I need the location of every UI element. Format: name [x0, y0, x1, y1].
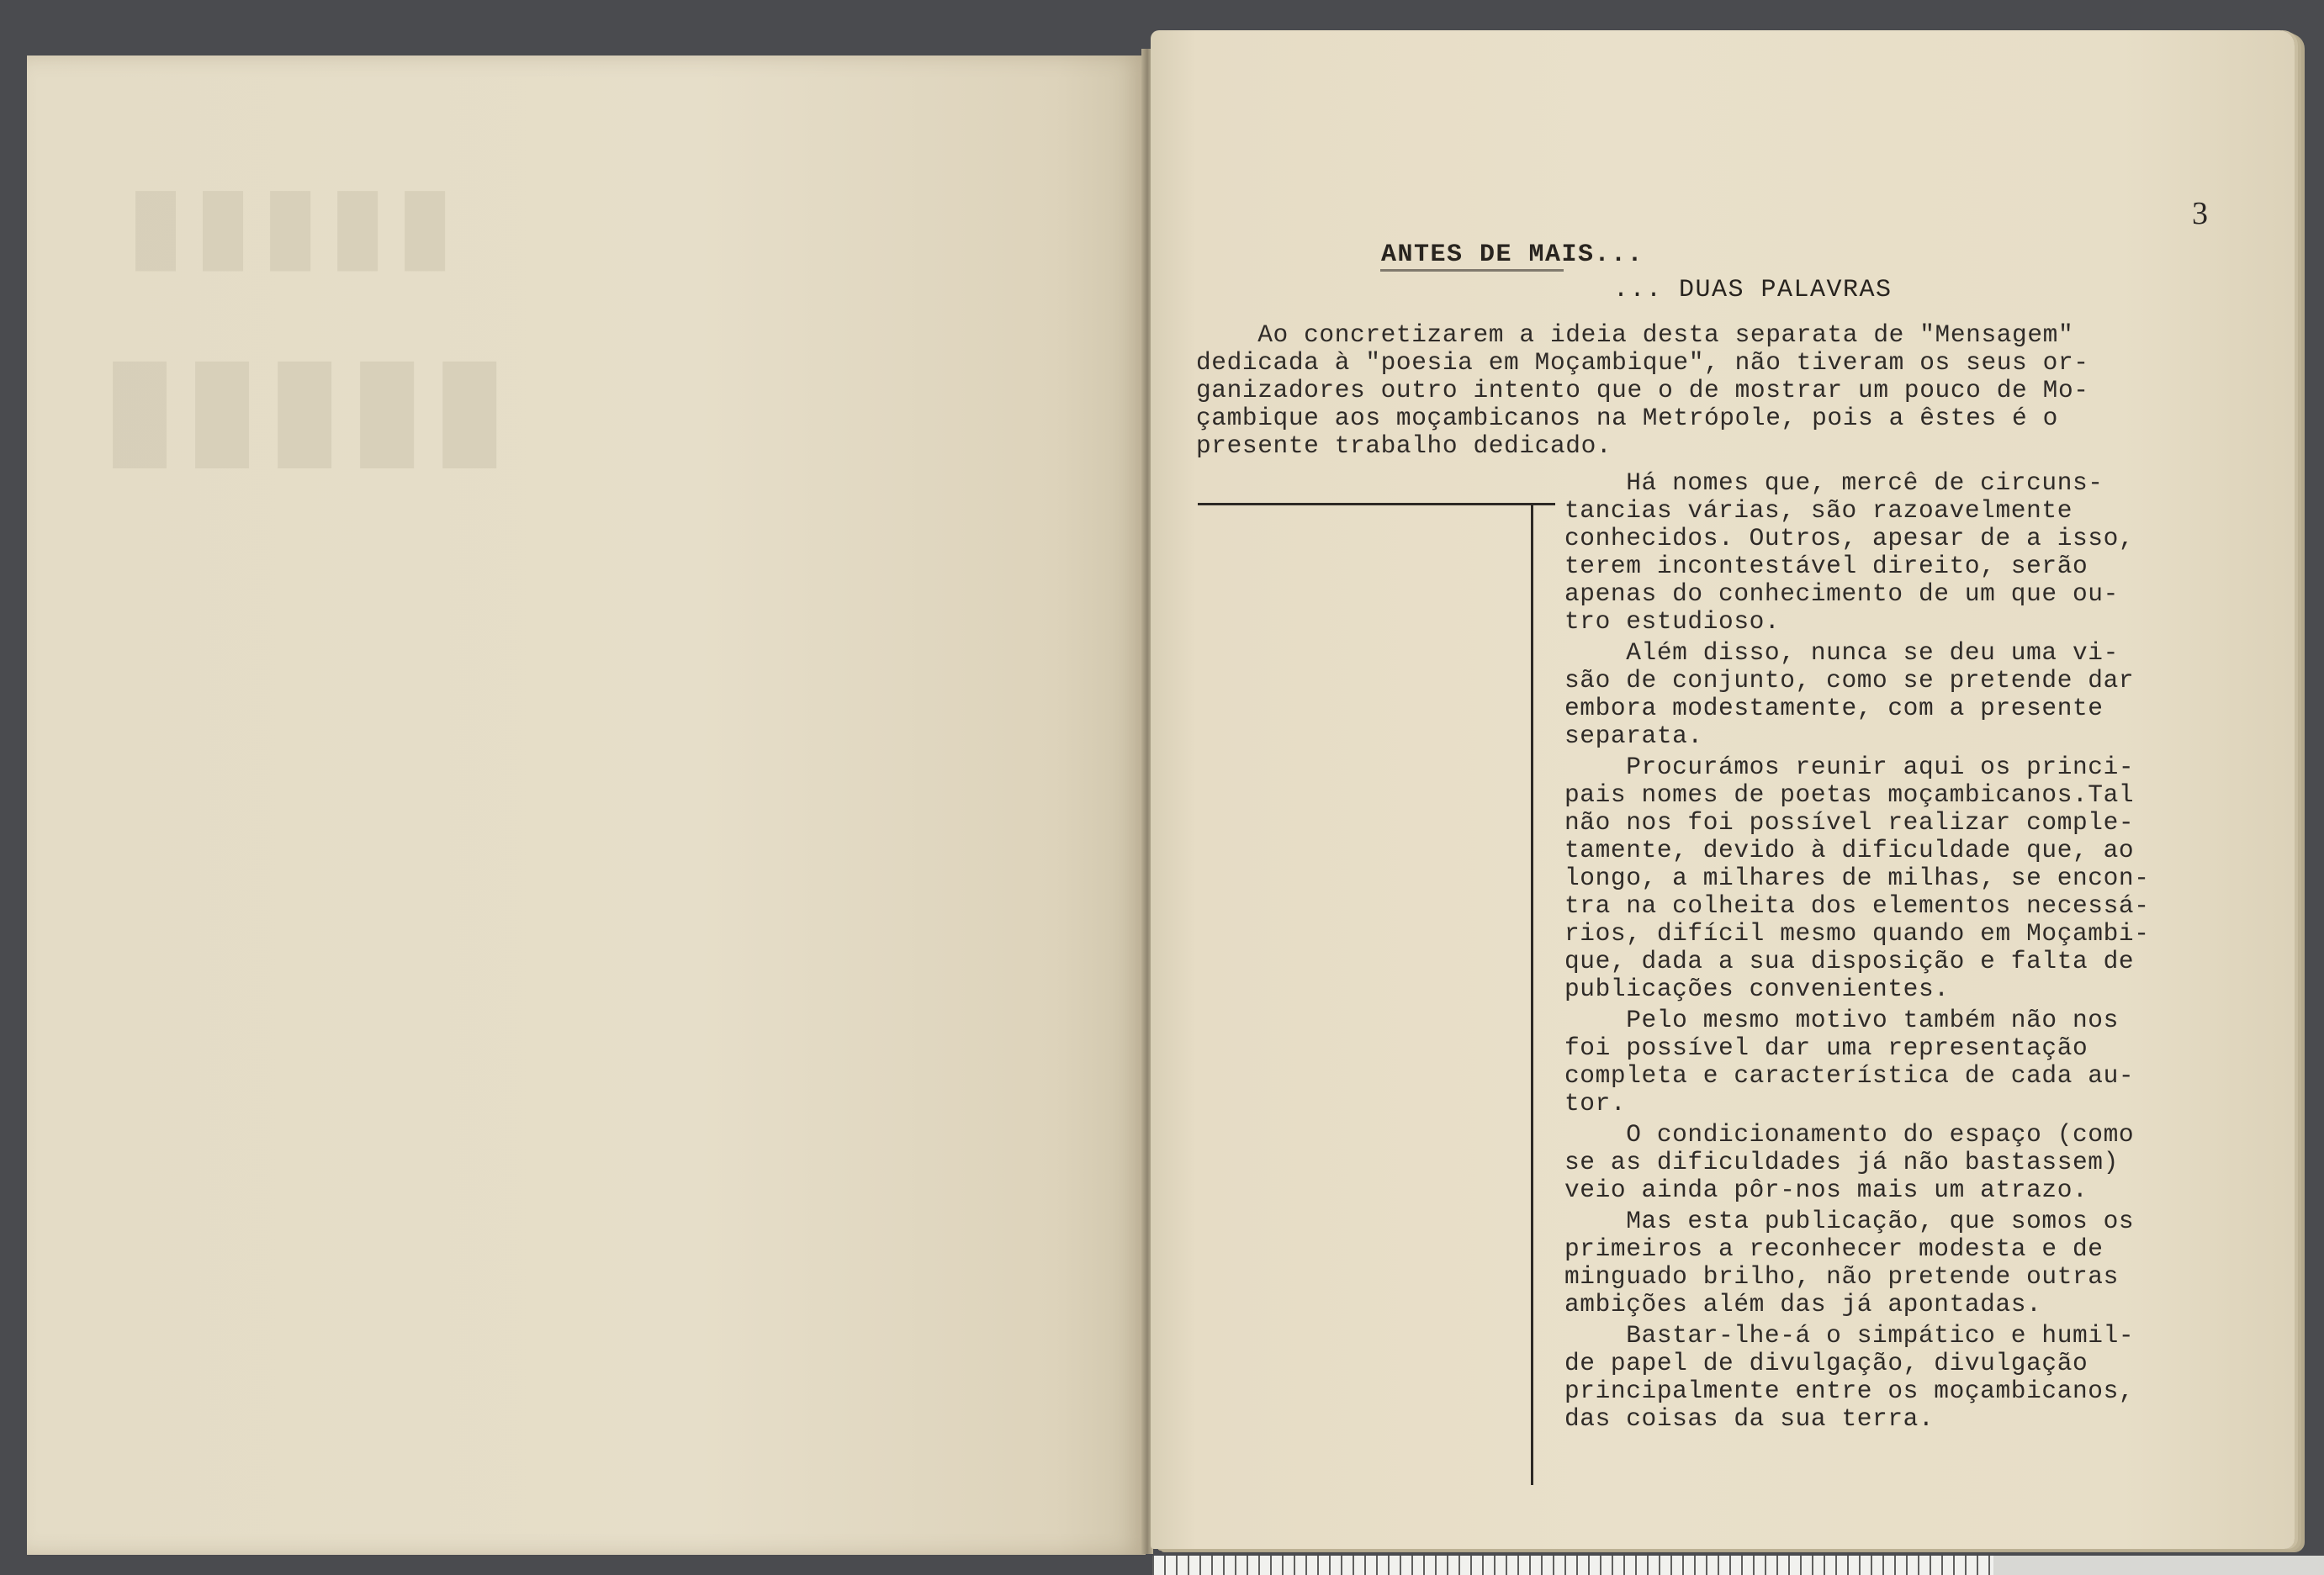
- heading-right: ... DUAS PALAVRAS: [1613, 276, 1893, 304]
- intro-line: ganizadores outro intento que o de mostrar um pouco de Mo-: [1196, 376, 2089, 404]
- column-line: são de conjunto, como se pretende dar: [1564, 666, 2135, 695]
- column-line: Procurámos reunir aqui os princi-: [1564, 753, 2135, 781]
- column-line: das coisas da sua terra.: [1564, 1404, 1935, 1433]
- column-line: pais nomes de poetas moçambicanos.Tal: [1564, 780, 2135, 809]
- heading-left: ANTES DE MAIS...: [1381, 240, 1644, 269]
- left-page-blank-verso: [27, 55, 1146, 1555]
- column-line: primeiros a reconhecer modesta e de: [1564, 1234, 2104, 1263]
- column-line: O condicionamento do espaço (como: [1564, 1120, 2135, 1149]
- column-line: não nos foi possível realizar comple-: [1564, 808, 2135, 837]
- column-line: minguado brilho, não pretende outras: [1564, 1262, 2119, 1291]
- column-line: ambições além das já apontadas.: [1564, 1290, 2042, 1319]
- column-line: tor.: [1564, 1089, 1627, 1118]
- column-line: tra na colheita dos elementos necessá-: [1564, 891, 2150, 920]
- ruler-end: [1993, 1556, 2324, 1575]
- left-page-bleedthrough-2: ▮▮▮▮▮: [103, 330, 516, 479]
- column-line: tro estudioso.: [1564, 607, 1781, 636]
- column-line: Além disso, nunca se deu uma vi-: [1564, 638, 2119, 667]
- column-line: se as dificuldades já não bastassem): [1564, 1148, 2119, 1176]
- column-line: longo, a milhares de milhas, se encon-: [1564, 864, 2150, 892]
- column-line: embora modestamente, com a presente: [1564, 694, 2104, 722]
- horizontal-rule: [1198, 503, 1555, 505]
- column-line: completa e característica de cada au-: [1564, 1061, 2135, 1090]
- intro-line: Ao concretizarem a ideia desta separata de "Mensagem": [1196, 320, 2074, 349]
- column-line: publicações convenientes.: [1564, 975, 1950, 1003]
- column-line: Mas esta publicação, que somos os: [1564, 1207, 2135, 1235]
- column-line: separata.: [1564, 721, 1703, 750]
- column-line: tamente, devido à dificuldade que, ao: [1564, 836, 2135, 864]
- column-line: que, dada a sua disposição e falta de: [1564, 947, 2135, 975]
- intro-line: presente trabalho dedicado.: [1196, 431, 1612, 460]
- heading-underline: [1380, 269, 1564, 272]
- column-line: conhecidos. Outros, apesar de a isso,: [1564, 524, 2135, 552]
- scale-ruler: [1152, 1556, 2324, 1575]
- left-page-bleedthrough: ▮▮▮▮▮: [128, 167, 465, 279]
- column-line: Há nomes que, mercê de circuns-: [1564, 468, 2104, 497]
- column-line: principalmente entre os moçambicanos,: [1564, 1377, 2135, 1405]
- column-line: terem incontestável direito, serão: [1564, 552, 2088, 580]
- column-line: veio ainda pôr-nos mais um atrazo.: [1564, 1176, 2088, 1204]
- page-number: 3: [2192, 196, 2208, 231]
- column-line: rios, difícil mesmo quando em Moçambi-: [1564, 919, 2150, 948]
- column-line: Pelo mesmo motivo também não nos: [1564, 1006, 2119, 1034]
- column-line: de papel de divulgação, divulgação: [1564, 1349, 2088, 1377]
- vertical-rule: [1531, 503, 1533, 1485]
- intro-line: çambique aos moçambicanos na Metrópole, pois a êstes é o: [1196, 404, 2058, 432]
- column-line: tancias várias, são razoavelmente: [1564, 496, 2073, 525]
- column-line: apenas do conhecimento de um que ou-: [1564, 579, 2119, 608]
- column-line: foi possível dar uma representação: [1564, 1033, 2088, 1062]
- intro-line: dedicada à "poesia em Moçambique", não tiveram os seus or-: [1196, 348, 2089, 377]
- ruler-ticks: [1152, 1556, 1993, 1575]
- column-line: Bastar-lhe-á o simpático e humil-: [1564, 1321, 2135, 1350]
